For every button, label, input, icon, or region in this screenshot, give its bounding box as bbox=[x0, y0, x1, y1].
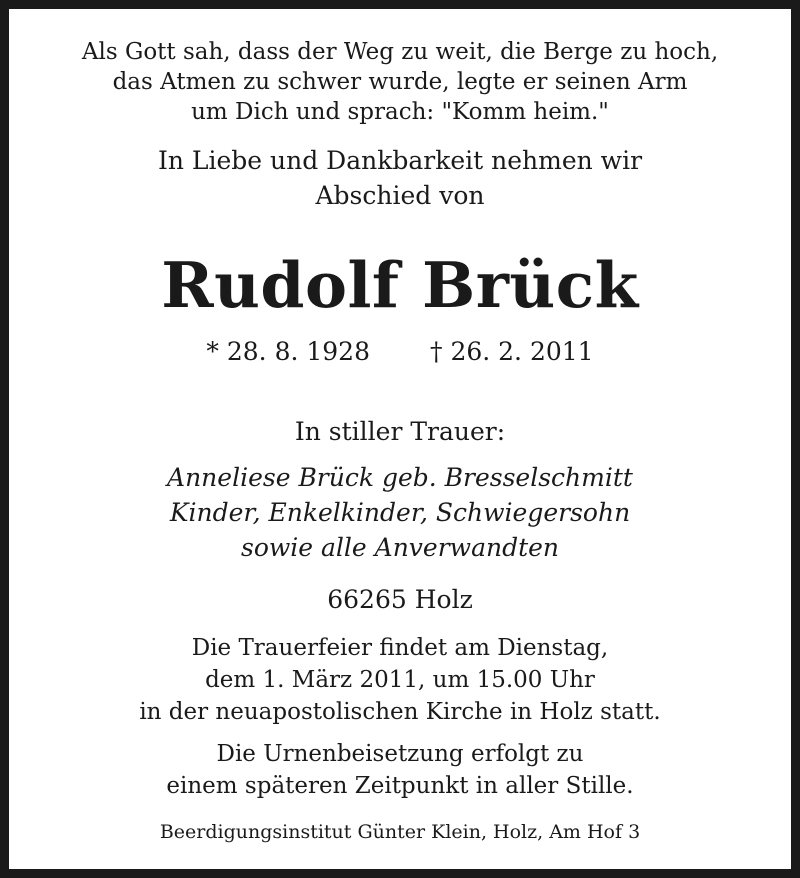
mourning-heading: In stiller Trauer: bbox=[294, 417, 506, 446]
service-line: Die Trauerfeier findet am Dienstag, bbox=[191, 635, 609, 661]
intro bbox=[9, 143, 791, 213]
urn-line: Die Urnenbeisetzung erfolgt zu bbox=[216, 741, 584, 767]
verse bbox=[9, 37, 791, 127]
mourner-line: sowie alle Anverwandten bbox=[240, 533, 560, 562]
undertaker: Beerdigungsinstitut Günter Klein, Holz, Am Hof 3 bbox=[159, 821, 641, 843]
death-date: † 26. 2. 2011 bbox=[430, 337, 594, 366]
birth-date: * 28. 8. 1928 bbox=[206, 337, 370, 366]
deceased-name: Rudolf Brück bbox=[161, 248, 639, 322]
mourners bbox=[9, 460, 791, 565]
life-dates bbox=[9, 336, 791, 368]
verse-line: das Atmen zu schwer wurde, legte er seinen Arm bbox=[112, 69, 688, 95]
intro-line: Abschied von bbox=[315, 181, 485, 210]
funeral-service bbox=[9, 632, 791, 728]
verse-line: Als Gott sah, dass der Weg zu weit, die Berge zu hoch, bbox=[81, 39, 719, 65]
intro-line: In Liebe und Dankbarkeit nehmen wir bbox=[157, 146, 643, 175]
service-line: dem 1. März 2011, um 15.00 Uhr bbox=[205, 667, 595, 693]
mourner-line: Anneliese Brück geb. Bresselschmitt bbox=[167, 463, 633, 492]
verse-line: um Dich und sprach: "Komm heim." bbox=[191, 99, 609, 125]
urn-burial bbox=[9, 738, 791, 802]
mourner-line: Kinder, Enkelkinder, Schwiegersohn bbox=[169, 498, 631, 527]
place: 66265 Holz bbox=[327, 585, 473, 614]
obituary-notice bbox=[9, 9, 791, 869]
urn-line: einem späteren Zeitpunkt in aller Stille. bbox=[166, 773, 634, 799]
service-line: in der neuapostolischen Kirche in Holz statt. bbox=[139, 699, 661, 725]
